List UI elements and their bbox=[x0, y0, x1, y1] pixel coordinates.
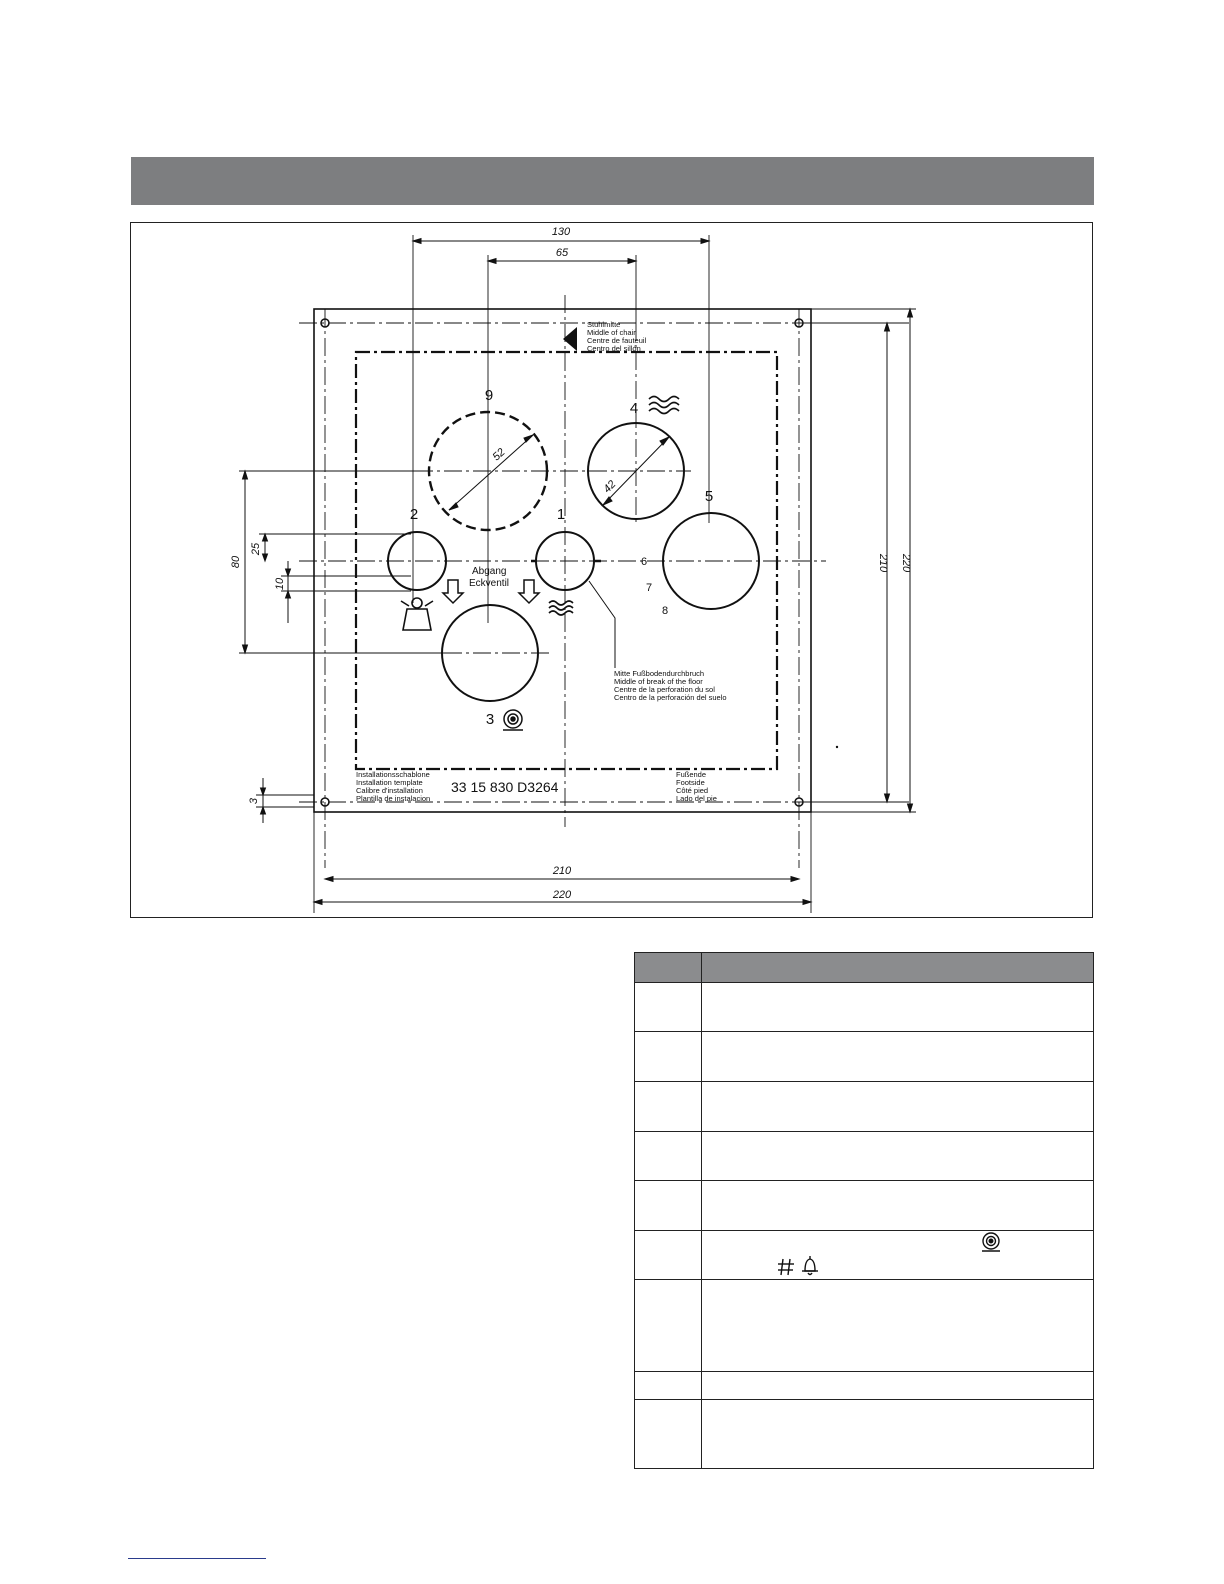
svg-text:Centre de fauteuil: Centre de fauteuil bbox=[587, 336, 647, 345]
chair-middle-label bbox=[587, 320, 647, 353]
dim-65-label: 65 bbox=[555, 247, 569, 259]
position-9-label: 9 bbox=[484, 387, 494, 404]
dimension-lines bbox=[243, 239, 913, 905]
position-1-label: 1 bbox=[556, 506, 566, 523]
svg-text:Abgang: Abgang bbox=[472, 566, 507, 577]
stray-dot bbox=[836, 746, 838, 748]
legend-table bbox=[634, 952, 1094, 1469]
dim-3-label: 3 bbox=[248, 797, 260, 805]
outlet-angle-valve-label bbox=[469, 566, 509, 589]
svg-text:Stuhlmitte: Stuhlmitte bbox=[587, 320, 621, 329]
dim-10-label: 10 bbox=[274, 577, 286, 591]
dim-220-bottom-label: 220 bbox=[552, 889, 572, 901]
svg-text:Centre de la perforation du so: Centre de la perforation du sol bbox=[614, 685, 715, 694]
dim-220-right-label: 220 bbox=[900, 553, 912, 573]
svg-text:Calibre d'installation: Calibre d'installation bbox=[356, 786, 423, 795]
legend-row-divider bbox=[635, 1180, 1093, 1181]
dim-130-label: 130 bbox=[551, 226, 571, 238]
bell-icon bbox=[801, 1255, 819, 1277]
svg-text:Mitte Fußbodendurchbruch: Mitte Fußbodendurchbruch bbox=[614, 669, 705, 678]
installation-area-outline bbox=[356, 352, 777, 769]
dim-80-label: 80 bbox=[230, 555, 242, 569]
position-3-label: 3 bbox=[485, 711, 495, 728]
svg-text:Middle of break of the floor: Middle of break of the floor bbox=[614, 677, 703, 686]
legend-row-divider bbox=[635, 1371, 1093, 1372]
legend-table-header bbox=[635, 953, 1093, 982]
svg-text:Centro de la perforación del s: Centro de la perforación del suelo bbox=[614, 693, 727, 702]
position-5-label: 5 bbox=[704, 488, 714, 505]
legend-row-divider bbox=[635, 982, 1093, 983]
position-4-label: 4 bbox=[629, 400, 639, 417]
foot-side-label bbox=[676, 770, 717, 803]
svg-text:Eckventil: Eckventil bbox=[469, 578, 510, 589]
svg-text:Fußende: Fußende bbox=[676, 770, 707, 779]
svg-text:Côté pied: Côté pied bbox=[676, 786, 709, 795]
dim-25-label: 25 bbox=[250, 542, 262, 556]
svg-text:Installation template: Installation template bbox=[356, 778, 423, 787]
svg-text:Installationsschablone: Installationsschablone bbox=[356, 770, 430, 779]
position-8-label: 8 bbox=[661, 605, 669, 617]
position-7-label: 7 bbox=[645, 582, 653, 594]
suction-unit-icon bbox=[503, 710, 523, 730]
svg-text:Lado del pie: Lado del pie bbox=[676, 794, 717, 803]
position-6-label: 6 bbox=[640, 556, 648, 568]
legend-row-divider bbox=[635, 1399, 1093, 1400]
svg-text:Centro del sillón: Centro del sillón bbox=[587, 344, 641, 353]
position-2-label: 2 bbox=[409, 506, 419, 523]
svg-text:Plantilla de instalacion: Plantilla de instalacion bbox=[356, 794, 431, 803]
installation-template-label bbox=[356, 770, 430, 803]
floor-break-label bbox=[614, 669, 727, 702]
dim-210-bottom-label: 210 bbox=[552, 865, 572, 877]
legend-row-divider bbox=[635, 1230, 1093, 1231]
hash-icon bbox=[777, 1257, 795, 1277]
installation-drawing-frame bbox=[130, 222, 1093, 918]
footnote-rule bbox=[128, 1558, 266, 1559]
suction-unit-icon bbox=[979, 1230, 1003, 1254]
svg-text:Footside: Footside bbox=[676, 778, 705, 787]
dim-210-right-label: 210 bbox=[877, 553, 889, 573]
compressed-air-icon bbox=[401, 598, 433, 630]
section-header-band bbox=[131, 157, 1094, 205]
svg-text:Middle of chair: Middle of chair bbox=[587, 328, 636, 337]
floor-break-leader bbox=[589, 581, 615, 668]
part-number-label: 33 15 830 D3264 bbox=[451, 779, 559, 795]
installation-template-drawing bbox=[131, 223, 1094, 919]
circle-9-diameter-label: 52 bbox=[490, 446, 508, 464]
legend-row-divider bbox=[635, 1031, 1093, 1032]
circle-4-diameter-label: 42 bbox=[601, 478, 619, 496]
legend-row-divider bbox=[635, 1081, 1093, 1082]
legend-row-divider bbox=[635, 1131, 1093, 1132]
legend-row-divider bbox=[635, 1279, 1093, 1280]
